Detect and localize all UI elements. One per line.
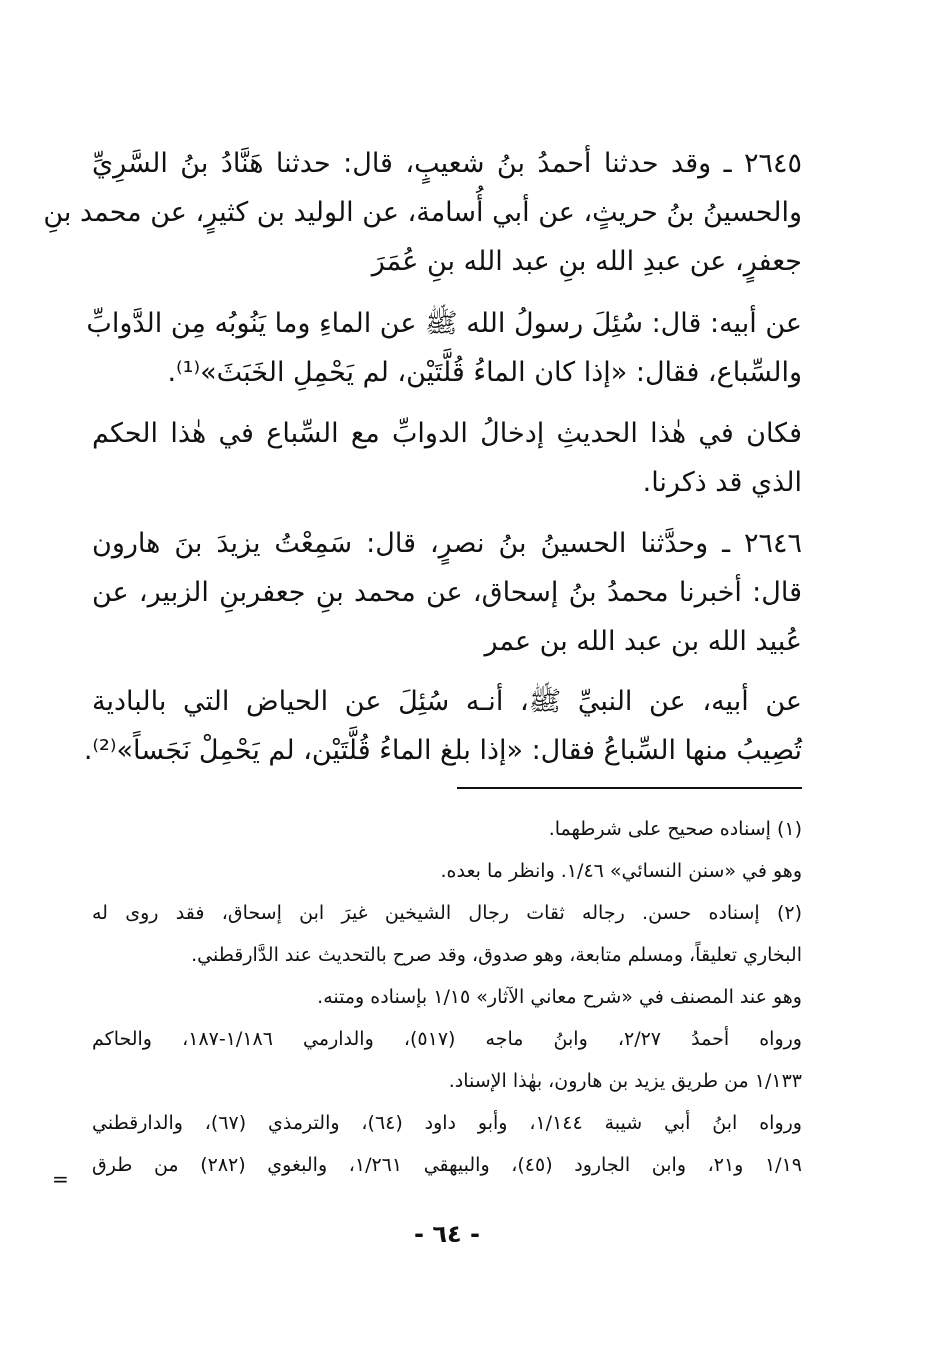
commentary-line-2: الذي قد ذكرنا. (642, 467, 802, 498)
hadith-2646-text-line-1: عن أبيه، عن النبيِّ ﷺ، أنـه سُئِلَ عن الحياض التي بالبادية (92, 686, 802, 717)
footnote-separator (457, 787, 802, 789)
footnote-2-line-3: وهو عند المصنف في «شرح معاني الآثار» ١/١٥ بإسناده ومتنه. (317, 986, 802, 1008)
hadith-2646-text-line-2: تُصِيبُ منها السِّباعُ فقال: «إذا بلغ الماءُ قُلَّتَيْن، لم يَحْمِلْ نَجَساً»⁽²⁾. (83, 735, 802, 766)
hadith-2645-line-1: ٢٦٤٥ ـ وقد حدثنا أحمدُ بنُ شعيبٍ، قال: حدثنا هَنَّادُ بنُ السَّرِيِّ (92, 148, 802, 179)
hadith-2646-line-1: ٢٦٤٦ ـ وحدَّثنا الحسينُ بنُ نصرٍ، قال: سَمِعْتُ يزيدَ بنَ هارون (92, 528, 802, 559)
footnote-2-line-6: ورواه ابنُ أبي شيبة ١/١٤٤، وأبو داود (٦٤)، والترمذي (٦٧)، والدارقطني (92, 1112, 802, 1134)
footnote-1-line-2: وهو في «سنن النسائي» ١/٤٦. وانظر ما بعده. (440, 860, 802, 882)
hadith-2646-line-2: قال: أخبرنا محمدُ بنُ إسحاق، عن محمد بنِ جعفربنِ الزبير، عن (92, 577, 802, 608)
hadith-2646-line-3: عُبيد الله بن عبد الله بن عمر (484, 626, 802, 657)
hadith-2645-text-line-2: والسِّباع، فقال: «إذا كان الماءُ قُلَّتَيْن، لم يَحْمِلِ الخَبَثَ»⁽¹⁾. (167, 357, 802, 388)
commentary-line-1: فكان في هٰذا الحديثِ إدخالُ الدوابِّ مع السِّباع في هٰذا الحكم (92, 418, 802, 449)
footnote-2-line-4: ورواه أحمدُ ٢/٢٧، وابنُ ماجه (٥١٧)، والدارمي ١/١٨٦-١٨٧، والحاكم (92, 1028, 802, 1050)
hadith-2645-line-3: جعفرٍ، عن عبدِ الله بنِ عبد الله بنِ عُمَرَ (371, 246, 802, 277)
hadith-2645-text-line-1: عن أبيه: قال: سُئِلَ رسولُ الله ﷺ عن الماءِ وما يَنُوبُه مِن الدَّوابِّ (86, 308, 802, 339)
footnote-2-line-1: (٢) إسناده حسن. رجاله ثقات رجال الشيخين غيرَ ابن إسحاق، فقد روى له (92, 902, 802, 924)
footnote-2-line-7: ١/١٩ و٢١، وابن الجارود (٤٥)، والبيهقي ١/٢٦١، والبغوي (٢٨٢) من طرق (92, 1154, 802, 1176)
footnote-2-line-2: البخاري تعليقاً، ومسلم متابعة، وهو صدوق، وقد صرح بالتحديث عند الدَّارقطني. (191, 944, 802, 966)
page-number: - ٦٤ - (414, 1220, 480, 1248)
footnote-1-line-1: (١) إسناده صحيح على شرطهما. (548, 818, 802, 840)
book-page (43, 132, 802, 1262)
continuation-mark: = (52, 1167, 69, 1191)
footnote-2-line-5: ١/١٣٣ من طريق يزيد بن هارون، بهٰذا الإسناد. (448, 1070, 802, 1092)
hadith-2645-line-2: والحسينُ بنُ حريثٍ، عن أبي أُسامة، عن الوليد بن كثيرٍ، عن محمد بنِ (43, 197, 802, 228)
